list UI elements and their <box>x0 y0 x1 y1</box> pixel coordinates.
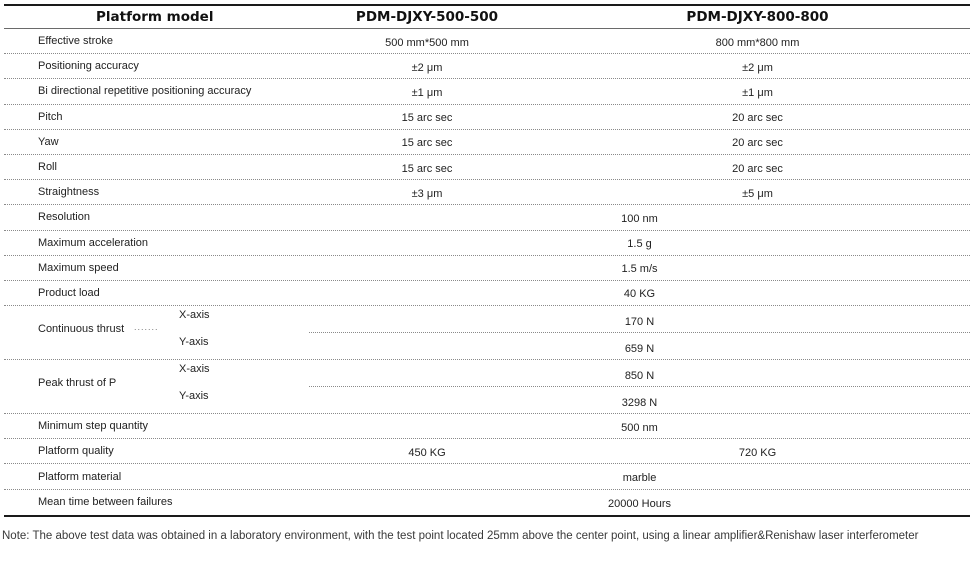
continuous-thrust-group <box>4 306 970 360</box>
axis-label: X-axis <box>179 363 210 376</box>
value-shared: 3298 N <box>621 397 658 410</box>
table-row <box>4 205 970 230</box>
row-label: Peak thrust of P <box>38 377 117 390</box>
value-model-a: ±1 μm <box>411 86 443 99</box>
row-label: Minimum step quantity <box>38 420 149 433</box>
spec-table <box>4 4 970 517</box>
sub-row-x <box>179 360 970 387</box>
sub-row-x <box>179 306 970 333</box>
table-row <box>4 256 970 281</box>
axis-label: Y-axis <box>179 390 209 403</box>
table-row <box>4 414 970 439</box>
value-model-a: 500 mm*500 mm <box>385 36 469 49</box>
row-label: Platform quality <box>38 445 114 458</box>
row-label: Effective stroke <box>38 35 113 48</box>
axis-label: X-axis <box>179 309 210 322</box>
value-model-a: 15 arc sec <box>401 112 453 125</box>
table-row <box>4 54 970 79</box>
footnote: Note: The above test data was obtained in a laboratory environment, with the test point located 25mm above the center point, using a linear amplifier&Renishaw laser interferometer <box>2 530 919 542</box>
value-model-a: ±2 μm <box>411 61 443 74</box>
header-model-b: PDM-DJXY-800-800 <box>686 9 829 25</box>
value-shared: 100 nm <box>621 212 658 225</box>
table-row <box>4 29 970 54</box>
value-model-b: ±1 μm <box>742 86 773 99</box>
row-label: Product load <box>38 286 100 299</box>
value-model-b: 20 arc sec <box>732 112 783 125</box>
row-label: Resolution <box>38 211 90 224</box>
value-shared: 850 N <box>624 370 655 383</box>
value-shared: 170 N <box>624 316 655 329</box>
row-label: Roll <box>38 161 57 174</box>
row-label: Bi directional repetitive positioning accuracy <box>38 85 252 98</box>
table-row <box>4 464 970 489</box>
row-label: Yaw <box>38 135 59 148</box>
value-shared: 20000 Hours <box>608 497 671 510</box>
row-label: Continuous thrust <box>38 323 125 336</box>
value-model-b: ±5 μm <box>742 187 773 200</box>
table-row <box>4 231 970 256</box>
peak-thrust-group <box>4 360 970 414</box>
value-shared: 1.5 g <box>627 238 652 251</box>
leader-dots: ....... <box>134 322 159 333</box>
table-row <box>4 105 970 130</box>
value-shared: 500 nm <box>621 421 658 434</box>
value-model-b: ±2 μm <box>742 61 773 74</box>
value-model-a: ±3 μm <box>411 187 443 200</box>
table-row <box>4 180 970 205</box>
sub-row-y <box>179 387 970 413</box>
row-label: Pitch <box>38 110 63 123</box>
table-row <box>4 79 970 104</box>
value-model-b: 800 mm*800 mm <box>715 36 800 49</box>
row-label: Platform material <box>38 470 122 483</box>
row-label: Straightness <box>38 186 100 199</box>
value-shared: 1.5 m/s <box>621 263 658 276</box>
table-row <box>4 439 970 464</box>
table-row <box>4 281 970 306</box>
header-label: Platform model <box>96 9 214 25</box>
row-label: Maximum acceleration <box>38 236 149 249</box>
value-model-a: 450 KG <box>408 446 446 459</box>
table-row <box>4 155 970 180</box>
value-shared: 40 KG <box>623 288 656 301</box>
row-label: Positioning accuracy <box>38 60 139 73</box>
value-model-b: 720 KG <box>738 446 777 459</box>
value-model-b: 20 arc sec <box>732 162 783 175</box>
table-row <box>4 130 970 155</box>
sub-row-y <box>179 333 970 359</box>
value-model-b: 20 arc sec <box>732 137 783 150</box>
value-shared: marble <box>622 472 657 485</box>
value-model-a: 15 arc sec <box>401 162 453 175</box>
table-bottom-rule <box>4 515 970 517</box>
row-label: Mean time between failures <box>38 496 173 509</box>
axis-label: Y-axis <box>179 336 209 349</box>
value-model-a: 15 arc sec <box>401 137 453 150</box>
row-label: Maximum speed <box>38 261 119 274</box>
table-row <box>4 490 970 515</box>
value-shared: 659 N <box>624 343 655 356</box>
header-model-a: PDM-DJXY-500-500 <box>355 9 499 25</box>
header-row <box>4 6 970 29</box>
